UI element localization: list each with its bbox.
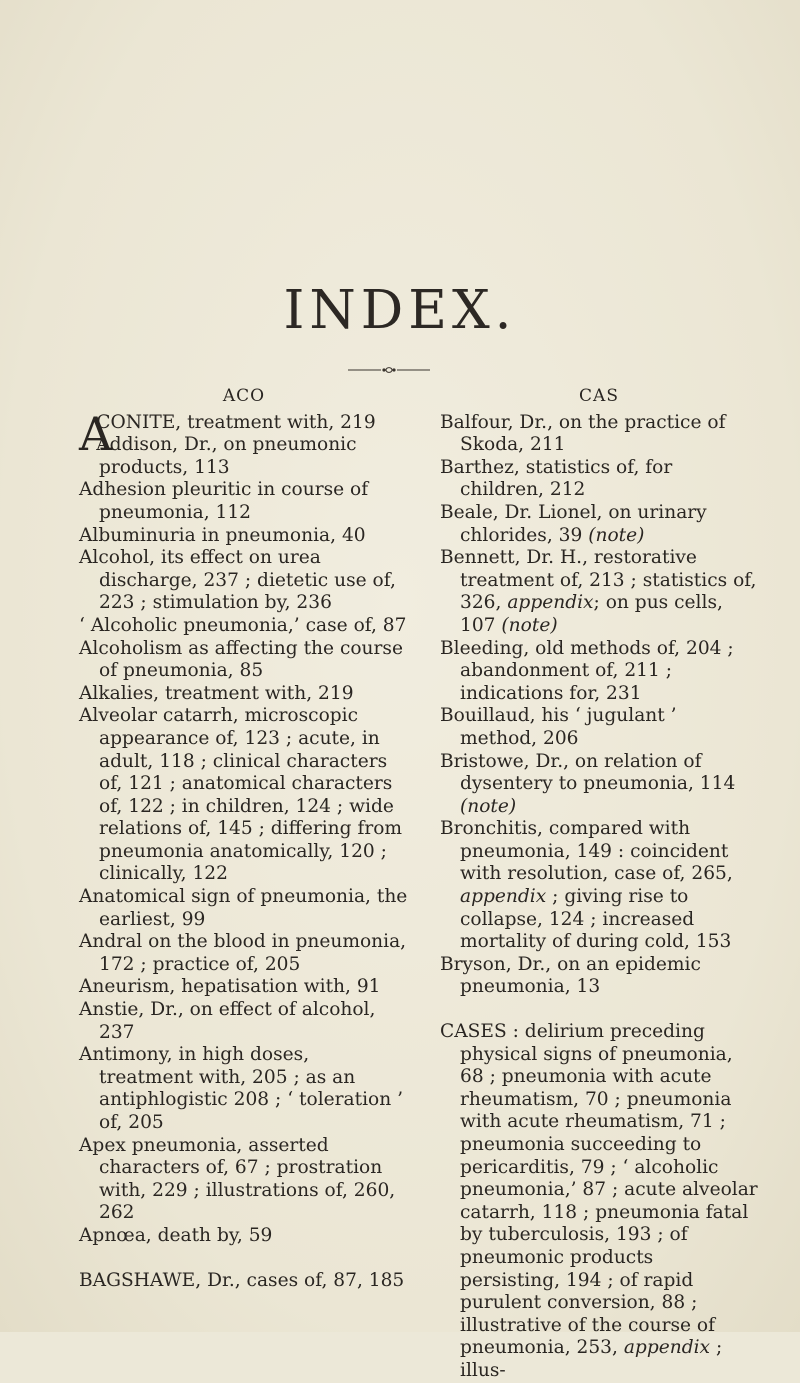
entry-text: CASES : delirium preceding physical signs of pneumonia, 68 ; pneumonia with acute rheumatism, 70 ; pneumonia with acute rheumatism, 71 ; pneumonia succeeding to pericarditis, 79 ; ‘ alcoholic pneumonia,’ 87 ; acute alveolar catarrh, 118 ; pneumonia fatal by tuberculosis, 193 ; of pneumonic products persisting, 194 ; of rapid purulent conversion, 88 ; illustrative of the course of pneumonia, 253, bbox=[440, 1021, 758, 1359]
index-entry: Alkalies, treatment with, 219 bbox=[79, 682, 354, 704]
index-entry bbox=[440, 547, 758, 637]
note-marker: (note) bbox=[501, 614, 558, 636]
index-entry bbox=[440, 751, 758, 819]
divider-ornament bbox=[348, 366, 430, 374]
page-title: INDEX. bbox=[283, 280, 517, 341]
index-entry: Apnœa, death by, 59 bbox=[79, 1224, 273, 1246]
index-entry: Andral on the blood in pneumonia, 172 ; practice of, 205 bbox=[79, 931, 407, 975]
column-running-head: CAS bbox=[579, 386, 619, 406]
index-entry: Bleeding, old methods of, 204 ; abandonment of, 211 ; indications for, 231 bbox=[440, 637, 734, 704]
index-entry: Barthez, statistics of, for children, 212 bbox=[440, 456, 673, 501]
appendix-marker: appendix bbox=[460, 886, 547, 908]
drop-cap: A bbox=[79, 406, 113, 461]
entry-text: ; illus- bbox=[460, 1337, 723, 1381]
appendix-marker: appendix bbox=[623, 1337, 711, 1359]
index-entry: Bryson, Dr., on an epidemic pneumonia, 13 bbox=[440, 953, 701, 998]
index-entry: Anatomical sign of pneumonia, the earliest, 99 bbox=[79, 886, 408, 930]
index-entry: Apex pneumonia, asserted characters of, 67 ; prostration with, 229 ; illustrations of, 260, 262 bbox=[79, 1134, 396, 1224]
note-marker: (note) bbox=[588, 524, 645, 546]
index-entry: BAGSHAWE, Dr., cases of, 87, 185 bbox=[79, 1269, 405, 1291]
entry-text: Bronchitis, compared with pneumonia, 149 : coincident with resolution, case of, 265, bbox=[440, 818, 733, 885]
index-entry: Albuminuria in pneumonia, 40 bbox=[79, 524, 366, 546]
index-entry: ‘ Alcoholic pneumonia,’ case of, 87 bbox=[79, 614, 407, 636]
index-entry: Alcohol, its effect on urea discharge, 237 ; dietetic use of, 223 ; stimulation by, 236 bbox=[79, 547, 396, 614]
index-column-left bbox=[79, 385, 409, 1292]
index-entry: Anstie, Dr., on effect of alcohol, 237 bbox=[79, 999, 376, 1043]
entry-text: CONITE, treatment with, 219 bbox=[96, 411, 376, 433]
entry-text: Bennett, Dr. H., restorative treatment of, 213 ; statistics of, 326, bbox=[440, 547, 757, 614]
index-entry bbox=[440, 502, 758, 547]
section-gap bbox=[440, 999, 758, 1021]
index-entry: Bouillaud, his ‘ jugulant ’ method, 206 bbox=[440, 705, 677, 749]
section-gap bbox=[79, 1248, 409, 1270]
index-entry: Balfour, Dr., on the practice of Skoda, 211 bbox=[440, 411, 726, 456]
entry-text: Bristowe, Dr., on relation of dysentery to pneumonia, 114 bbox=[440, 750, 736, 795]
index-entry: Adhesion pleuritic in course of pneumonia, 112 bbox=[79, 479, 369, 523]
appendix-marker: appendix bbox=[507, 592, 594, 614]
note-marker: (note) bbox=[460, 795, 517, 817]
index-entry: Antimony, in high doses, treatment with, 205 ; as an antiphlogistic 208 ; ‘ toleration ’ of, 205 bbox=[79, 1044, 404, 1133]
index-entry: Aneurism, hepatisation with, 91 bbox=[79, 976, 381, 998]
entry-text: Beale, Dr. Lionel, on urinary chlorides, 39 bbox=[440, 501, 707, 546]
index-column-right bbox=[440, 385, 758, 1383]
entry-text: ; on pus cells, 107 bbox=[460, 592, 723, 636]
index-entry: Alcoholism as affecting the course of pneumonia, 85 bbox=[79, 637, 403, 682]
index-entry bbox=[440, 1021, 758, 1383]
column-running-head: ACO bbox=[222, 386, 266, 406]
index-entry: Addison, Dr., on pneumonic products, 113 bbox=[96, 434, 357, 478]
entry-text: ; giving rise to collapse, 124 ; increased mortality of during cold, 153 bbox=[460, 886, 732, 953]
index-entry bbox=[440, 818, 758, 954]
index-entry: Alveolar catarrh, microscopic appearance of, 123 ; acute, in adult, 118 ; clinical characters of, 121 ; anatomical characters of, 122 ; in children, 124 ; wide relations of, 145 ; differing from pneumonia anatomically, 120 ; clinically, 122 bbox=[79, 705, 403, 885]
